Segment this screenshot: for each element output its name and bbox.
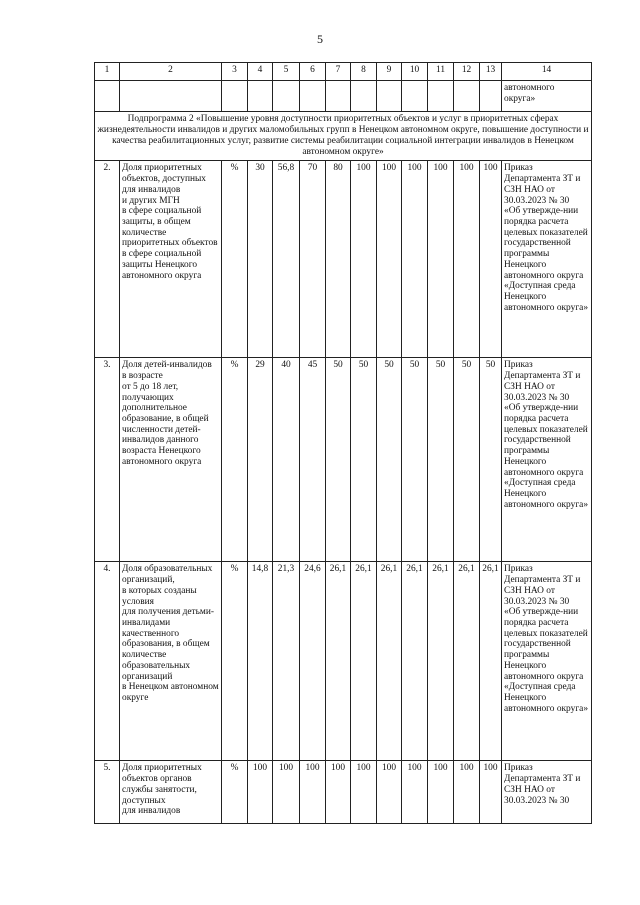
value-cell: 24,6 — [300, 562, 326, 761]
row-number: 5. — [95, 761, 120, 824]
value-cell: 50 — [428, 358, 454, 562]
unit: % — [222, 161, 248, 358]
value-cell: 26,1 — [377, 562, 402, 761]
subprogram-row — [95, 112, 592, 161]
indicator-name: Доля приоритетных объектов органов службы занятости, доступных для инвалидов — [120, 761, 222, 824]
value-cell: 26,1 — [351, 562, 377, 761]
value-cell: 70 — [300, 161, 326, 358]
column-number: 9 — [377, 63, 402, 81]
subprogram-title: Подпрограмма 2 «Повышение уровня доступности приоритетных объектов и услуг в приоритетных сферах жизнедеятельности инвалидов и других маломобильных групп в Ненецком автономном округе, повышение доступности и качества реабилитационных услуг, развитие системы реабилитации социальной интеграции инвалидов в Ненецком автономном округе» — [95, 112, 592, 161]
value-cell: 40 — [273, 358, 300, 562]
value-cell: 26,1 — [402, 562, 428, 761]
value-cell: 50 — [454, 358, 480, 562]
column-number: 8 — [351, 63, 377, 81]
indicators-table — [94, 62, 592, 824]
unit: % — [222, 358, 248, 562]
column-number: 2 — [120, 63, 222, 81]
value-cell: 100 — [300, 761, 326, 824]
value-cell: 80 — [326, 161, 351, 358]
value-cell: 50 — [480, 358, 502, 562]
value-cell: 100 — [377, 161, 402, 358]
column-number: 6 — [300, 63, 326, 81]
value-cell: 100 — [326, 761, 351, 824]
indicator-name: Доля образовательных организаций, в которых созданы условия для получения детьми-инвалидами качественного образования, в общем количестве образовательных организаций в Ненецком автономном округе — [120, 562, 222, 761]
value-cell: 21,3 — [273, 562, 300, 761]
value-cell: 50 — [351, 358, 377, 562]
column-number: 14 — [502, 63, 592, 81]
value-cell: 50 — [402, 358, 428, 562]
column-number: 5 — [273, 63, 300, 81]
indicator-name: Доля приоритетных объектов, доступных для инвалидов и других МГН в сфере социальной защиты, в общем количестве приоритетных объектов в сфере социальной защиты Ненецкого автономного округа — [120, 161, 222, 358]
column-number: 4 — [248, 63, 273, 81]
source-document: Приказ Департамента ЗТ и СЗН НАО от 30.03.2023 № 30 «Об утвержде-нии порядка расчета целевых показателей государственной программы Ненецкого автономного округа «Доступная среда Ненецкого автономного округа» — [502, 161, 592, 358]
value-cell: 50 — [377, 358, 402, 562]
source-document: Приказ Департамента ЗТ и СЗН НАО от 30.03.2023 № 30 «Об утвержде-нии порядка расчета целевых показателей государственной программы Ненецкого автономного округа «Доступная среда Ненецкого автономного округа» — [502, 358, 592, 562]
column-number: 10 — [402, 63, 428, 81]
value-cell: 100 — [351, 161, 377, 358]
continuation-note: автономного округа» — [502, 81, 592, 112]
value-cell: 100 — [248, 761, 273, 824]
table-row — [95, 161, 592, 358]
value-cell: 26,1 — [480, 562, 502, 761]
value-cell: 45 — [300, 358, 326, 562]
column-number: 1 — [95, 63, 120, 81]
value-cell: 29 — [248, 358, 273, 562]
value-cell: 56,8 — [273, 161, 300, 358]
value-cell: 100 — [480, 761, 502, 824]
value-cell: 26,1 — [428, 562, 454, 761]
source-document: Приказ Департамента ЗТ и СЗН НАО от 30.03.2023 № 30 — [502, 761, 592, 824]
value-cell: 26,1 — [454, 562, 480, 761]
row-number: 4. — [95, 562, 120, 761]
column-number: 13 — [480, 63, 502, 81]
indicator-name: Доля детей-инвалидов в возрасте от 5 до 18 лет, получающих дополнительное образование, в общей численности детей-инвалидов данного возраста Ненецкого автономного округа — [120, 358, 222, 562]
value-cell: 50 — [326, 358, 351, 562]
table-row — [95, 761, 592, 824]
unit: % — [222, 761, 248, 824]
value-cell: 100 — [273, 761, 300, 824]
value-cell: 100 — [351, 761, 377, 824]
source-document: Приказ Департамента ЗТ и СЗН НАО от 30.03.2023 № 30 «Об утвержде-нии порядка расчета целевых показателей государственной программы Ненецкого автономного округа «Доступная среда Ненецкого автономного округа» — [502, 562, 592, 761]
row-number: 3. — [95, 358, 120, 562]
value-cell: 100 — [454, 761, 480, 824]
value-cell: 100 — [402, 761, 428, 824]
column-number: 3 — [222, 63, 248, 81]
value-cell: 14,8 — [248, 562, 273, 761]
table-row — [95, 562, 592, 761]
row-number: 2. — [95, 161, 120, 358]
value-cell: 100 — [428, 161, 454, 358]
continuation-row — [95, 81, 592, 112]
value-cell: 100 — [480, 161, 502, 358]
page-number: 5 — [317, 32, 323, 46]
column-number: 11 — [428, 63, 454, 81]
column-number: 7 — [326, 63, 351, 81]
unit: % — [222, 562, 248, 761]
value-cell: 100 — [454, 161, 480, 358]
value-cell: 26,1 — [326, 562, 351, 761]
column-number: 12 — [454, 63, 480, 81]
column-number-row — [95, 63, 592, 81]
value-cell: 100 — [377, 761, 402, 824]
value-cell: 100 — [428, 761, 454, 824]
value-cell: 100 — [402, 161, 428, 358]
table-row — [95, 358, 592, 562]
value-cell: 30 — [248, 161, 273, 358]
